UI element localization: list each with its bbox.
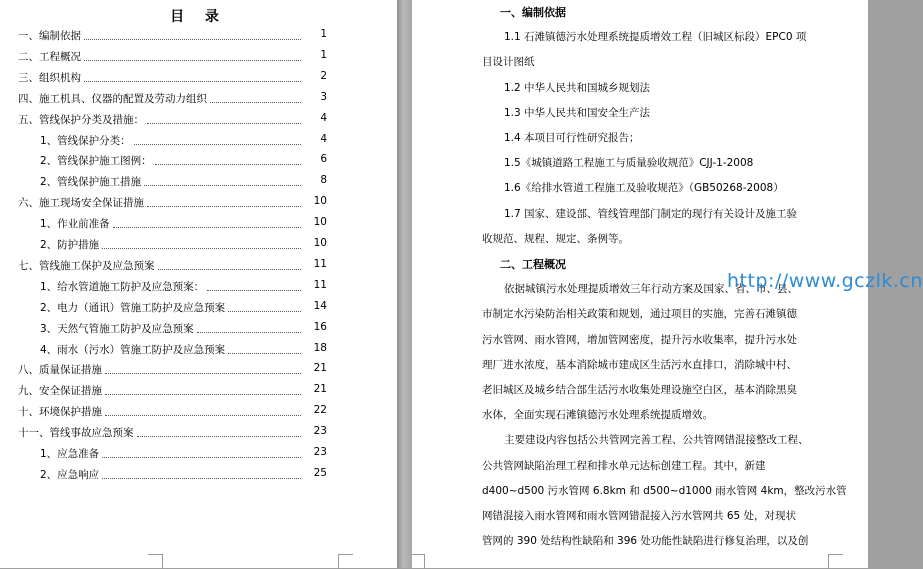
toc-entry-page: 8 [320,174,327,187]
toc-entry-page: 21 [313,362,327,375]
toc-entry-text: 十一、管线事故应急预案 [18,427,134,440]
toc-entry[interactable] [0,195,397,215]
toc-entry[interactable] [0,237,397,257]
toc-entry[interactable] [0,112,397,132]
toc-entry-page: 22 [313,404,327,417]
watermark-text: http://www.gczlk.cn [727,270,923,292]
toc-entry-page: 21 [313,383,327,396]
toc-entry-text: 2、管线保护施工措施 [40,176,142,189]
toc-entry-text: 2、管线保护施工图例： [40,155,152,168]
toc-leader-dots [134,144,301,145]
toc-entry[interactable] [0,49,397,69]
toc-entry-page: 1 [320,28,327,40]
toc-page [0,0,397,568]
toc-entry-text: 六、施工现场安全保证措施 [18,197,144,210]
body-line: 管网的 390 处结构性缺陷和 396 处功能性缺陷进行修复治理，以及创 [482,535,809,548]
toc-entry-text: 2、应急响应 [40,468,100,481]
toc-entry-text: 四、施工机具、仪器的配置及劳动力组织 [18,92,207,105]
body-line: 主要建设内容包括公共管网完善工程、公共管网错混接整改工程、 [504,434,809,447]
toc-entry[interactable] [0,28,397,48]
toc-leader-dots [144,185,301,186]
toc-entry[interactable] [0,383,397,403]
body-line: 污水管网、雨水管网，增加管网密度，提升污水收集率，提升污水处 [482,333,797,346]
toc-leader-dots [105,373,301,374]
page-corner-mark [828,554,843,569]
toc-entry-page: 3 [320,90,327,103]
toc-entry-page: 1 [320,48,327,61]
body-line: 依据城镇污水处理提质增效三年行动方案及国家、省、市、县、 [504,283,798,296]
page-gutter [397,0,412,568]
toc-entry-text: 3、天然气管施工防护及应急预案 [40,322,194,335]
toc-entry[interactable] [0,258,397,278]
section-heading: 一、编制依据 [500,6,566,19]
toc-leader-dots [158,269,301,270]
body-line: 理厂进水浓度，基本消除城市建成区生活污水直排口，消除城中村、 [482,358,797,371]
toc-leader-dots [147,123,301,124]
toc-entry[interactable] [0,153,397,173]
toc-entry-page: 11 [313,278,327,291]
body-line: 1.1 石滩镇德污水处理系统提质增效工程（旧城区标段）EPC0 项 [504,31,807,44]
toc-entry[interactable] [0,467,397,487]
toc-leader-dots [155,164,301,165]
toc-entry-page: 4 [320,132,327,145]
toc-entry-page: 18 [313,341,327,354]
toc-entry-text: 2、电力（通讯）管施工防护及应急预案 [40,301,226,314]
page-corner-mark [338,554,353,569]
toc-entry-text: 十、环境保护措施 [18,406,102,419]
toc-leader-dots [210,102,301,103]
toc-entry-page: 16 [313,320,327,333]
toc-entry-page: 14 [313,299,327,312]
toc-leader-dots [105,394,301,395]
toc-leader-dots [113,227,301,228]
toc-leader-dots [207,290,301,291]
body-line: 目设计图纸 [482,56,535,69]
toc-entry-page: 10 [313,216,327,229]
toc-entry-page: 10 [313,195,327,208]
toc-title: 目 录 [170,9,227,25]
toc-entry-page: 2 [320,69,327,82]
toc-entry[interactable] [0,70,397,90]
toc-entry-text: 八、质量保证措施 [18,364,102,377]
toc-entry-text: 1、管线保护分类： [40,134,131,147]
toc-entry-page: 25 [313,466,327,479]
body-line: d400~d500 污水管网 6.8km 和 d500~d1000 雨水管网 4km，整改污水管 [482,484,847,497]
toc-entry-text: 1、应急准备 [40,448,100,460]
toc-leader-dots [197,332,301,333]
body-line: 1.2 中华人民共和国城乡规划法 [504,81,651,94]
toc-entry-page: 23 [313,425,327,438]
toc-leader-dots [84,81,301,82]
toc-entry[interactable] [0,425,397,445]
toc-entry-text: 二、工程概况 [18,50,81,63]
toc-entry-page: 11 [313,257,327,270]
toc-entry-text: 1、作业前准备 [40,218,110,231]
toc-entry-page: 6 [320,153,327,166]
toc-leader-dots [137,436,301,437]
section-heading: 二、工程概况 [500,258,566,271]
toc-entry-page: 23 [313,446,327,458]
toc-leader-dots [228,311,301,312]
toc-entry-text: 五、管线保护分类及措施： [18,113,144,126]
toc-entry[interactable] [0,321,397,341]
toc-leader-dots [102,457,301,458]
body-line: 水体，全面实现石滩镇德污水处理系统提质增效。 [482,409,713,422]
toc-entry-page: 10 [313,237,327,249]
toc-entry[interactable] [0,446,397,466]
body-line: 网错混接入雨水管网和雨水管网错混接入污水管网共 65 处，对现状 [482,510,797,522]
toc-leader-dots [228,353,301,354]
body-line: 1.7 国家、建设部、管线管理部门制定的现行有关设计及施工验 [504,207,798,220]
toc-leader-dots [84,60,301,61]
toc-entry[interactable] [0,91,397,111]
toc-entry[interactable] [0,300,397,320]
body-line: 1.5《城镇道路工程施工与质量验收规范》CJJ-1-2008 [504,157,754,170]
toc-leader-dots [102,248,301,249]
toc-entry-text: 1、给水管道施工防护及应急预案： [40,280,205,293]
body-line: 市制定水污染防治相关政策和规划，通过项目的实施，完善石滩镇德 [482,308,797,321]
page-corner-mark [410,554,425,569]
body-line: 公共管网缺陷治理工程和排水单元达标创建工程。其中，新建 [482,459,766,472]
body-line: 收规范、规程、规定、条例等。 [482,232,629,245]
toc-entry[interactable] [0,133,397,153]
toc-entry-page: 4 [320,111,327,124]
toc-entry[interactable] [0,362,397,382]
body-line: 1.4 本项目可行性研究报告； [504,132,640,144]
toc-entry[interactable] [0,279,397,299]
toc-entry-text: 2、防护措施 [40,239,100,251]
toc-entry-text: 一、编制依据 [18,30,81,42]
toc-entry[interactable] [0,174,397,194]
body-line: 1.6《给排水管道工程施工及验收规范》（GB50268-2008） [504,182,784,195]
toc-leader-dots [147,206,301,207]
toc-entry-text: 三、组织机构 [18,71,81,84]
toc-entry-text: 4、雨水（污水）管施工防护及应急预案 [40,343,226,356]
page-corner-mark [148,554,163,569]
toc-entry-text: 九、安全保证措施 [18,385,102,398]
body-line: 老旧城区及城乡结合部生活污水收集处理设施空白区，基本消除黑臭 [482,384,797,396]
body-line: 1.3 中华人民共和国安全生产法 [504,106,651,119]
toc-entry-text: 七、管线施工保护及应急预案 [18,259,155,272]
toc-entry[interactable] [0,342,397,362]
toc-leader-dots [102,478,301,479]
toc-leader-dots [84,39,301,40]
toc-entry[interactable] [0,404,397,424]
toc-entry[interactable] [0,216,397,236]
toc-leader-dots [105,415,301,416]
